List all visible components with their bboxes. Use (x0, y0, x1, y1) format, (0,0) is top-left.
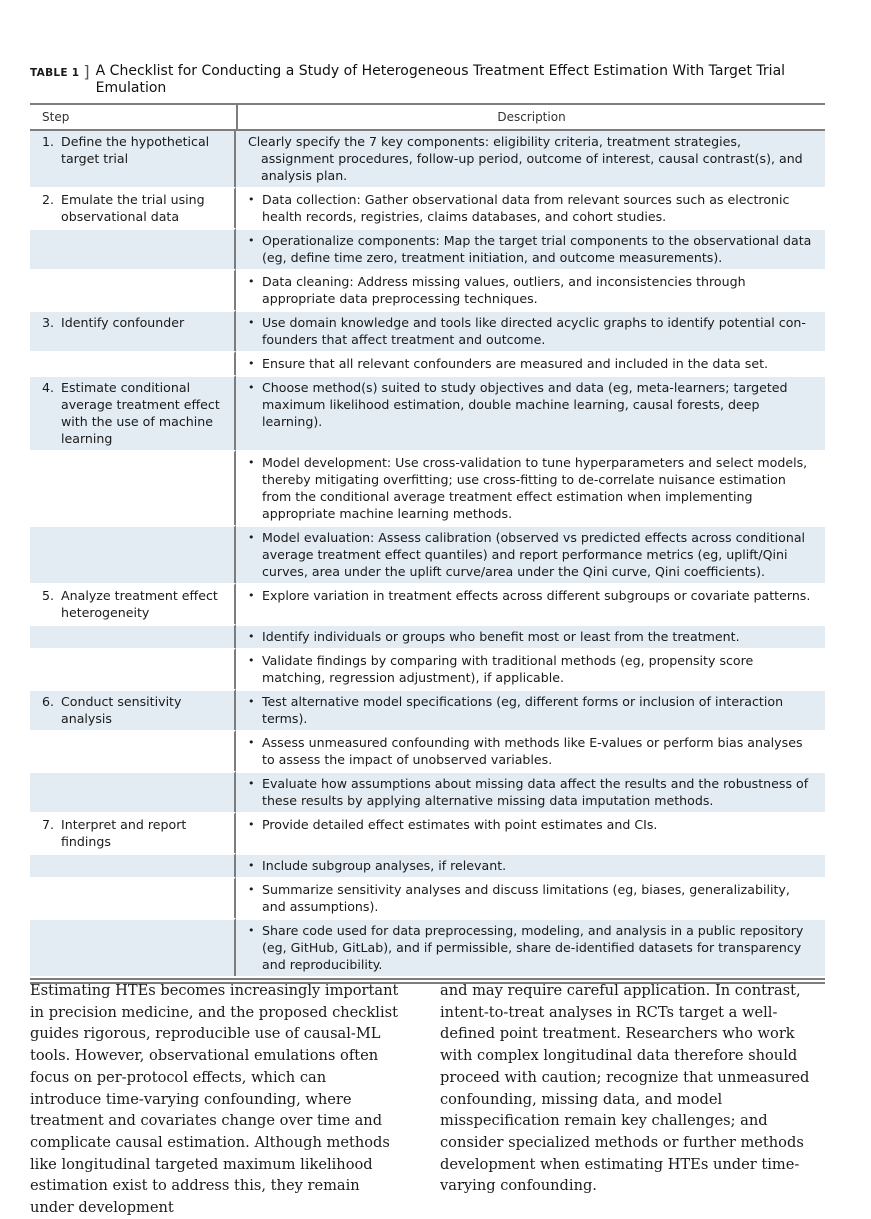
table-row (30, 624, 825, 648)
table-row (30, 918, 825, 976)
description-text: Provide detailed effect estimates with point estimates and CIs. (262, 817, 658, 832)
bullet-icon: • (248, 456, 255, 469)
description-text: Include subgroup analyses, if relevant. (262, 858, 507, 873)
description-cell (236, 228, 825, 269)
bullet-icon: • (248, 381, 255, 394)
table-row (30, 351, 825, 375)
step-cell (30, 525, 236, 583)
body-paragraph-right: and may require careful application. In contrast, intent-to-treat analyses in RCTs target a well-defined point treatment. Researchers who work with complex longitudinal data therefore should proceed with caution; recognize that unmeasured confounding, missing data, and model misspecification remain key challenges; and consider specialized methods or further methods development when estimating HTEs under time-varying confounding. (440, 982, 810, 1195)
description-cell (236, 187, 825, 228)
description-text: Ensure that all relevant confounders are measured and included in the data set. (262, 356, 769, 371)
description-text: Evaluate how assumptions about missing data affect the results and the robustness of these results by applying alternative missing data imputation methods. (262, 776, 809, 808)
table-row (30, 771, 825, 812)
description-cell (236, 689, 825, 730)
bullet-icon: • (248, 654, 255, 667)
checklist-table (30, 103, 825, 984)
table-header (30, 105, 825, 129)
description-text: Data collection: Gather observational data from relevant sources such as electronic health records, registries, claims databases, and cohort studies. (262, 192, 790, 224)
step-cell (30, 812, 236, 853)
table-row (30, 525, 825, 583)
table-row (30, 310, 825, 351)
table-row (30, 730, 825, 771)
body-paragraph-left: Estimating HTEs becomes increasingly important in precision medicine, and the proposed checklist guides rigorous, reproducible use of causal-ML tools. However, observational emulations often focus on per-protocol effects, which can introduce time-varying confounding, where treatment and covariates change over time and complicate causal estimation. Although methods like longitudinal targeted maximum likelihood estimation exist to address this, they remain under development (30, 982, 399, 1217)
step-cell (30, 187, 236, 228)
description-cell (236, 269, 825, 310)
description-text: Validate findings by comparing with traditional methods (eg, propensity score matching, regression adjustment), if applicable. (262, 653, 754, 685)
step-number: 7. (42, 817, 55, 832)
description-cell (236, 877, 825, 918)
description-cell (236, 853, 825, 877)
description-cell (236, 812, 825, 853)
description-text: Data cleaning: Address missing values, outliers, and inconsistencies through appropriate data preprocessing techniques. (262, 274, 746, 306)
description-cell (236, 351, 825, 375)
step-cell (30, 351, 236, 375)
body-text (30, 980, 825, 1219)
step-number: 4. (42, 380, 55, 395)
bullet-icon: • (248, 531, 255, 544)
description-cell (236, 771, 825, 812)
description-cell (236, 310, 825, 351)
step-label: Conduct sensitivity analysis (61, 694, 182, 726)
step-label: Define the hypothetical target trial (61, 134, 210, 166)
description-cell (236, 525, 825, 583)
table-row (30, 131, 825, 187)
table-body (30, 131, 825, 976)
description-text: Assess unmeasured confounding with methods like E-values or perform bias analyses to assess the impact of unobserved variables. (262, 735, 803, 767)
table-row (30, 269, 825, 310)
step-cell (30, 648, 236, 689)
header-step: Step (42, 110, 70, 124)
bullet-icon: • (248, 589, 255, 602)
step-label: Emulate the trial using observational data (61, 192, 205, 224)
description-cell (236, 624, 825, 648)
bullet-icon: • (248, 630, 255, 643)
description-cell (236, 583, 825, 624)
table-caption (30, 63, 830, 97)
description-text: Identify individuals or groups who benefit most or least from the treatment. (262, 629, 740, 644)
description-text: Model evaluation: Assess calibration (observed vs predicted effects across conditional average treatment effect quantiles) and report performance metrics (eg, uplift/Qini curves, area under the uplift curve/area under the Qini curve, Qini coefficients). (262, 530, 806, 579)
step-cell (30, 689, 236, 730)
bullet-icon: • (248, 859, 255, 872)
table-row (30, 228, 825, 269)
table-row (30, 689, 825, 730)
header-description: Description (236, 105, 825, 129)
description-cell (236, 730, 825, 771)
description-text: Test alternative model specifications (eg, different forms or inclusion of interaction terms). (262, 694, 784, 726)
table-title: A Checklist for Conducting a Study of Heterogeneous Treatment Effect Estimation With Target Trial Emulation (95, 63, 786, 96)
bullet-icon: • (248, 357, 255, 370)
bullet-icon: • (248, 234, 255, 247)
step-cell (30, 918, 236, 976)
description-text: Share code used for data preprocessing, modeling, and analysis in a public repository (eg, GitHub, GitLab), and if permissible, share de-identified datasets for transparency and reproducibility. (262, 923, 804, 972)
description-text: Model development: Use cross-validation to tune hyperparameters and select models, thereby mitigating overfitting; use cross-fitting to de-correlate nuisance estimation from the conditional average treatment effect estimation when implementing appropriate machine learning methods. (262, 455, 808, 521)
description-text: Summarize sensitivity analyses and discuss limitations (eg, biases, generalizability, and assumptions). (262, 882, 790, 914)
table-row (30, 853, 825, 877)
step-label: Estimate conditional average treatment effect with the use of machine learning (61, 380, 220, 446)
step-cell (30, 730, 236, 771)
bullet-icon: • (248, 316, 255, 329)
step-cell (30, 450, 236, 525)
bullet-icon: • (248, 275, 255, 288)
step-cell (30, 877, 236, 918)
step-number: 2. (42, 192, 55, 207)
description-cell (236, 375, 825, 450)
step-cell (30, 269, 236, 310)
step-cell (30, 228, 236, 269)
table-row (30, 877, 825, 918)
description-text: Choose method(s) suited to study objectives and data (eg, meta-learners; targeted maximum likelihood estimation, double machine learning, causal forests, deep learning). (262, 380, 788, 429)
step-label: Identify confounder (61, 315, 185, 330)
description-text: Clearly specify the 7 key components: eligibility criteria, treatment strategies, assignment procedures, follow-up period, outcome of interest, causal contrast(s), and analysis plan. (248, 134, 803, 183)
table-label: TABLE 1 (30, 67, 80, 79)
step-number: 1. (42, 134, 55, 149)
step-label: Interpret and report findings (61, 817, 187, 849)
bullet-icon: • (248, 695, 255, 708)
description-text: Operationalize components: Map the target trial components to the observational data (eg, define time zero, treatment initiation, and outcome measurements). (262, 233, 812, 265)
table-row (30, 648, 825, 689)
step-cell (30, 624, 236, 648)
step-cell (30, 310, 236, 351)
table-row (30, 583, 825, 624)
step-number: 6. (42, 694, 55, 709)
table-row (30, 450, 825, 525)
description-cell (236, 450, 825, 525)
bullet-icon: • (248, 818, 255, 831)
step-number: 3. (42, 315, 55, 330)
bullet-icon: • (248, 924, 255, 937)
step-cell (30, 583, 236, 624)
description-text: Explore variation in treatment effects across different subgroups or covariate patterns. (262, 588, 811, 603)
table-row (30, 187, 825, 228)
bullet-icon: • (248, 736, 255, 749)
description-cell (236, 648, 825, 689)
description-cell (236, 131, 825, 187)
description-text: Use domain knowledge and tools like directed acyclic graphs to identify potential con-founders that affect treatment and outcome. (262, 315, 806, 347)
bullet-icon: • (248, 777, 255, 790)
step-cell (30, 853, 236, 877)
caption-bracket: ] (83, 62, 90, 81)
table-row (30, 812, 825, 853)
step-label: Analyze treatment effect heterogeneity (61, 588, 218, 620)
step-number: 5. (42, 588, 55, 603)
step-cell (30, 131, 236, 187)
bullet-icon: • (248, 193, 255, 206)
table-row (30, 375, 825, 450)
description-cell (236, 918, 825, 976)
step-cell (30, 375, 236, 450)
bullet-icon: • (248, 883, 255, 896)
step-cell (30, 771, 236, 812)
